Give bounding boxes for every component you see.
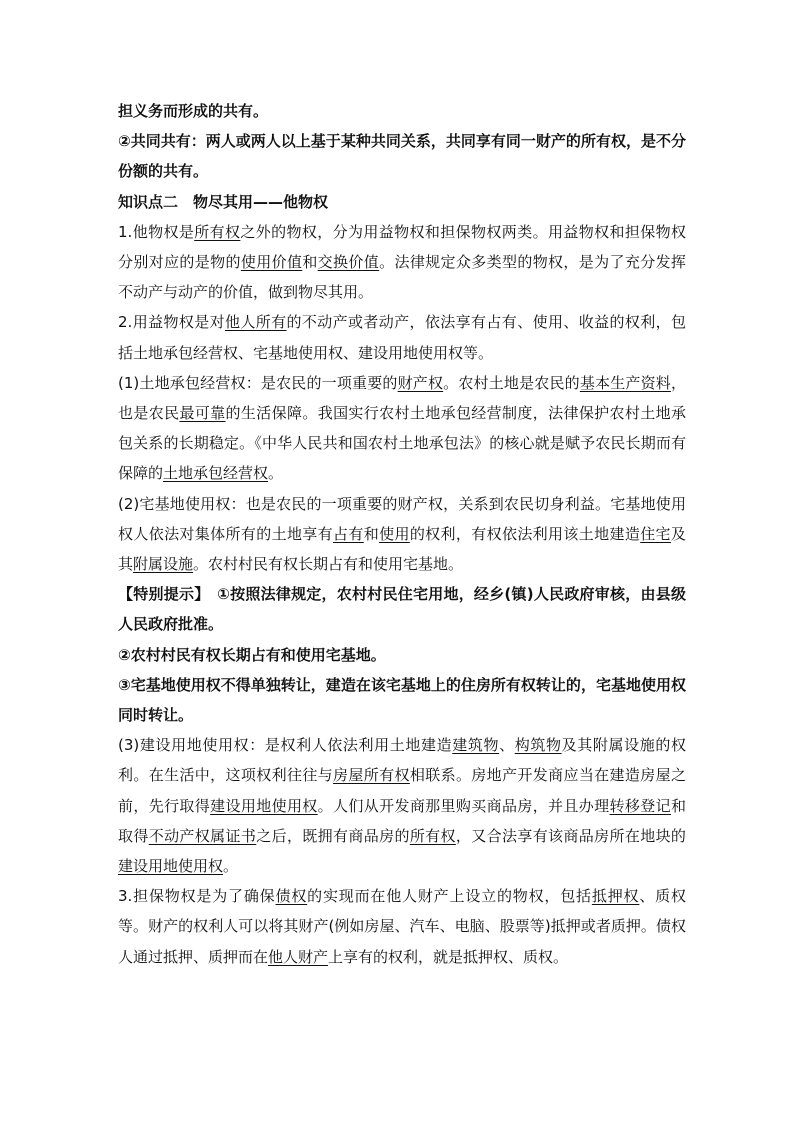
text-run: ③宅基地使用权不得单独转让，建造在该宅基地上的住房所有权转让的，宅基地使用权同时转让。 bbox=[118, 675, 686, 725]
text-run: 的实现而在他人财产上设立的物权，包括 bbox=[307, 887, 592, 906]
text-run: 的权利，有权依法利用该土地建造 bbox=[409, 524, 641, 543]
text-run: 1.他物权是 bbox=[118, 222, 195, 241]
underlined-key-term: 基本生产资料 bbox=[579, 373, 671, 392]
underlined-key-term: 建筑物 bbox=[452, 736, 500, 755]
text-run: 上享有的权利，就是抵押权、质权。 bbox=[328, 947, 569, 966]
paragraph bbox=[118, 640, 686, 670]
underlined-key-term: 土地承包经营权 bbox=[163, 464, 269, 483]
paragraph bbox=[118, 96, 686, 126]
text-run: 及其附属设施的权利。在生活中，这项权利往往与 bbox=[118, 736, 686, 785]
paragraph bbox=[118, 307, 686, 367]
underlined-key-term: 使用价值 bbox=[240, 253, 303, 272]
text-run: (3)建设用地使用权：是权利人依法利用土地建造 bbox=[118, 736, 453, 755]
underlined-key-term: 所有权 bbox=[194, 222, 241, 241]
text-run: (2)宅基地使用权：也是农民的一项重要的财产权，关系到农民切身利益。宅基地使用权人依法对集体所有的土地享有 bbox=[118, 494, 686, 543]
paragraph bbox=[118, 489, 686, 580]
text-run: 之外的物权，分为用益物权和担保物权两类。用益物权和担保物权分别对应的是物的 bbox=[118, 222, 686, 272]
text-run: ②农村村民有权长期占有和使用宅基地。 bbox=[118, 645, 386, 664]
text-run: 知识点二 物尽其用——他物权 bbox=[118, 192, 329, 211]
paragraph bbox=[118, 881, 686, 972]
text-run: 【特别提示】 ①按照法律规定，农村村民住宅用地，经乡(镇)人民政府审核，由县级人民政府批准。 bbox=[118, 585, 686, 634]
text-run: ，又合法享有该商品房所在地块的 bbox=[455, 826, 686, 845]
underlined-key-term: 使用 bbox=[379, 524, 410, 543]
text-run: 之后，既拥有商品房的 bbox=[256, 826, 410, 845]
text-run: 、 bbox=[499, 736, 515, 755]
text-run: 3.担保物权是为了确保 bbox=[118, 887, 276, 906]
text-run: 。法律规定众多类型的物权，是为了充分发挥不动产与动产的价值，做到物尽其用。 bbox=[118, 253, 686, 302]
text-run: 。人们从开发商那里购买商品房，并且办理 bbox=[317, 796, 610, 815]
underlined-key-term: 交换价值 bbox=[317, 253, 380, 272]
text-run: 。农村村民有权长期占有和使用宅基地。 bbox=[193, 555, 464, 574]
text-run: 。 bbox=[223, 857, 239, 876]
underlined-key-term: 附属设施 bbox=[133, 555, 194, 574]
underlined-key-term: 不动产权属证书 bbox=[148, 826, 257, 845]
underlined-key-term: 所有权 bbox=[409, 826, 456, 845]
paragraph bbox=[118, 579, 686, 639]
text-run: 担义务而形成的共有。 bbox=[118, 102, 269, 120]
text-run: 和取得 bbox=[118, 796, 686, 845]
text-run: 2.用益物权是对 bbox=[118, 313, 225, 332]
paragraph bbox=[118, 670, 686, 730]
text-run: 和 bbox=[302, 253, 318, 272]
underlined-key-term: 建设用地使用权 bbox=[118, 857, 224, 876]
paragraph bbox=[118, 730, 686, 881]
text-run: 的不动产或者动产，依法享有占有、使用、收益的权利，包括土地承包经营权、宅基地使用权、建设用地使用权等。 bbox=[118, 313, 686, 362]
text-run: ②共同共有：两人或两人以上基于某种共同关系，共同享有同一财产的所有权，是不分份额的共有。 bbox=[118, 132, 686, 181]
text-run: 的生活保障。我国实行农村土地承包经营制度，法律保护农村土地承包关系的长期稳定。《中华人民共和国农村土地承包法》的核心就是赋予农民长期而有保障的 bbox=[118, 404, 686, 483]
underlined-key-term: 他人财产 bbox=[268, 947, 329, 966]
document-body bbox=[118, 96, 686, 972]
paragraph bbox=[118, 126, 686, 186]
underlined-key-term: 他人所有 bbox=[224, 313, 287, 332]
underlined-key-term: 占有 bbox=[333, 524, 364, 543]
text-run: ，也是农民 bbox=[118, 373, 686, 423]
underlined-key-term: 抵押权 bbox=[591, 887, 640, 906]
underlined-key-term: 转移登记 bbox=[609, 796, 671, 815]
underlined-key-term: 房屋所有权 bbox=[333, 766, 410, 785]
underlined-key-term: 最可靠 bbox=[179, 404, 226, 423]
text-run: 和 bbox=[363, 524, 380, 543]
text-run: 相联系。房地产开发商应当在建造房屋之前，先行取得 bbox=[118, 766, 686, 815]
underlined-key-term: 住宅 bbox=[640, 524, 671, 543]
underlined-key-term: 建设用地使用权 bbox=[210, 796, 318, 815]
text-run: 及其 bbox=[118, 524, 686, 574]
paragraph bbox=[118, 368, 686, 489]
paragraph bbox=[118, 217, 686, 308]
text-run: (1)土地承包经营权：是农民的一项重要的 bbox=[118, 373, 398, 392]
underlined-key-term: 财产权 bbox=[397, 373, 444, 392]
text-run: 。 bbox=[268, 464, 284, 483]
paragraph bbox=[118, 187, 686, 217]
text-run: 。农村土地是农民的 bbox=[443, 373, 580, 392]
underlined-key-term: 构筑物 bbox=[514, 736, 562, 755]
text-run: 、质权等。财产的权利人可以将其财产(例如房屋、汽车、电脑、股票等)抵押或者质押。债权人通过抵押、质押而在 bbox=[118, 887, 686, 966]
underlined-key-term: 债权 bbox=[275, 887, 308, 906]
